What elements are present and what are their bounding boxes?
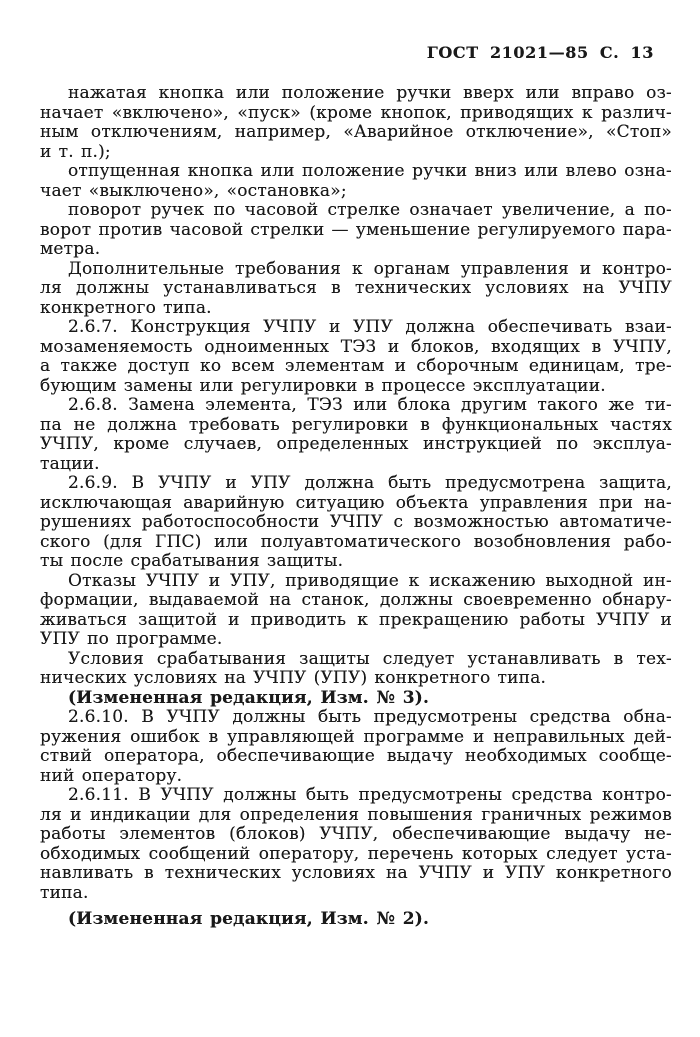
text-line: отпущенная кнопка или положение ручки вниз или влево озна- — [68, 161, 672, 181]
text-line: поворот ручек по часовой стрелке означает увеличение, а по- — [68, 200, 672, 220]
text-line: начает «включено», «пуск» (кроме кнопок, приводящих к различ- — [40, 102, 672, 123]
text-line: а также доступ ко всем элементам и сборочным единицам, тре- — [40, 356, 672, 376]
text-line: ля должны устанавливаться в технических условиях на УЧПУ — [40, 278, 672, 298]
text-line: и т. п.); — [40, 141, 111, 162]
text-line: ля и индикации для определения повышения граничных режимов — [40, 804, 672, 825]
text-line: рушениях работоспособности УЧПУ с возможностью автоматиче- — [40, 512, 672, 532]
text-line: Дополнительные требования к органам управления и контро- — [68, 258, 672, 279]
text-line: 2.6.10. В УЧПУ должны быть предусмотрены средства обна- — [68, 707, 672, 727]
text-line: (Измененная редакция, Изм. № 3). — [68, 687, 430, 708]
text-line: живаться защитой и приводить к прекращению работы УЧПУ и — [40, 609, 672, 630]
text-line: формации, выдаваемой на станок, должны своевременно обнару- — [40, 590, 672, 610]
text-line: ворот против часовой стрелки — уменьшение регулируемого пара- — [40, 219, 672, 240]
text-line: конкретного типа. — [40, 297, 212, 318]
page-header: ГОСТ 21021—85 С. 13 — [426, 43, 654, 62]
text-line: навливать в технических условиях на УЧПУ и УПУ конкретного — [40, 863, 672, 883]
text-line: типа. — [40, 882, 89, 903]
text-line: УЧПУ, кроме случаев, определенных инструкцией по эксплуа- — [40, 434, 672, 454]
text-line: тации. — [40, 453, 100, 474]
text-line: 2.6.7. Конструкция УЧПУ и УПУ должна обеспечивать взаи- — [68, 317, 672, 337]
text-line: работы элементов (блоков) УЧПУ, обеспечивающие выдачу не- — [40, 824, 672, 844]
text-line: чает «выключено», «остановка»; — [40, 180, 347, 201]
text-line: ным отключениям, например, «Аварийное отключение», «Стоп» — [40, 122, 672, 142]
text-line: 2.6.11. В УЧПУ должны быть предусмотрены средства контро- — [68, 785, 672, 805]
document-body — [40, 84, 672, 930]
text-line: па не должна требовать регулировки в функциональных частях — [40, 414, 672, 435]
text-line: Отказы УЧПУ и УПУ, приводящие к искажению выходной ин- — [68, 570, 672, 591]
text-line: метра. — [40, 239, 101, 259]
text-line: бующим замены или регулировки в процессе эксплуатации. — [40, 375, 606, 396]
text-line: ний оператору. — [40, 765, 183, 786]
text-line: УПУ по программе. — [40, 629, 223, 649]
text-line: 2.6.8. Замена элемента, ТЭЗ или блока другим такого же ти- — [68, 395, 672, 415]
text-line: исключающая аварийную ситуацию объекта управления при на- — [40, 492, 672, 513]
text-line: ружения ошибок в управляющей программе и неправильных дей- — [40, 726, 672, 747]
text-line: 2.6.9. В УЧПУ и УПУ должна быть предусмотрена защита, — [68, 473, 672, 493]
text-line: нажатая кнопка или положение ручки вверх или вправо оз- — [68, 83, 672, 103]
text-line: ты после срабатывания защиты. — [40, 551, 344, 571]
text-line: мозаменяемость одноименных ТЭЗ и блоков, входящих в УЧПУ, — [40, 336, 672, 357]
text-line: (Измененная редакция, Изм. № 2). — [68, 909, 430, 929]
text-line: ствий оператора, обеспечивающие выдачу необходимых сообще- — [40, 746, 672, 766]
text-line: Условия срабатывания защиты следует устанавливать в тех- — [68, 648, 672, 669]
text-line: нических условиях на УЧПУ (УПУ) конкретного типа. — [40, 668, 547, 688]
text-line: ского (для ГПС) или полуавтоматического возобновления рабо- — [40, 531, 672, 552]
text-line: обходимых сообщений оператору, перечень которых следует уста- — [40, 843, 672, 864]
